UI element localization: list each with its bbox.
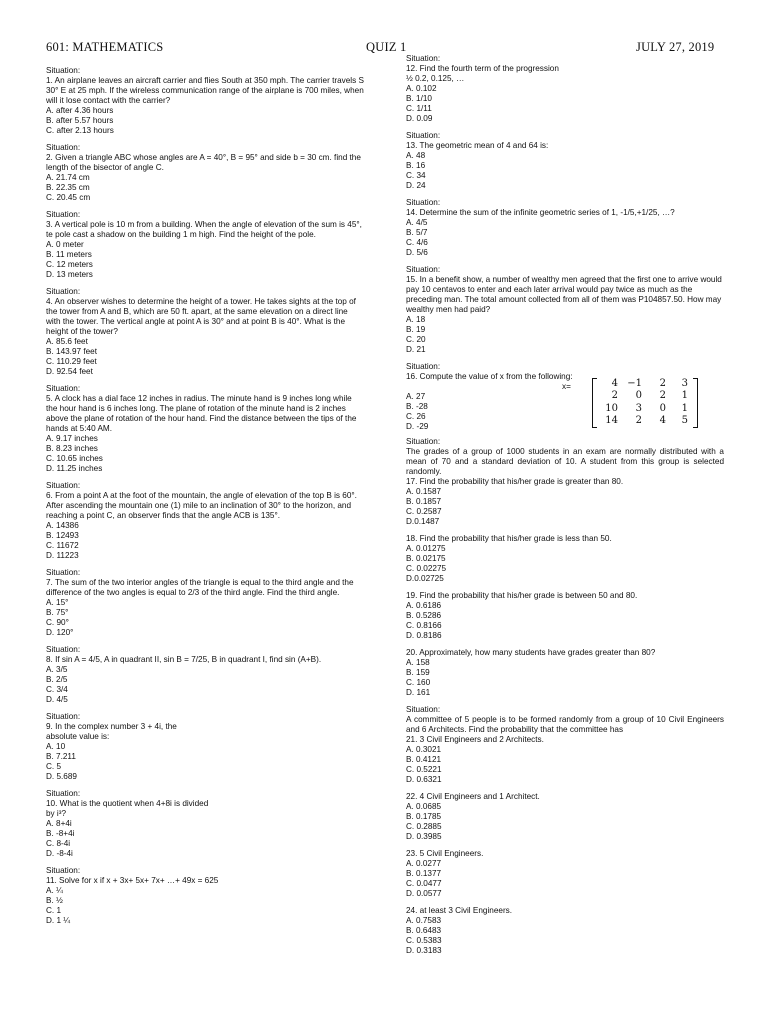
question-text: A committee of 5 people is to be formed randomly from a group of 10 Civil Engineers and 6 Architects. Find the probability that the committee has 21. 3 Civil Engineers and 2 Architects. bbox=[406, 715, 724, 744]
answer-choice: D. -29 bbox=[406, 422, 429, 431]
question-block bbox=[46, 210, 364, 280]
question-text: 23. 5 Civil Engineers. bbox=[406, 849, 484, 858]
question-text: 18. Find the probability that his/her grade is less than 50. bbox=[406, 534, 612, 543]
answer-choice: B. 0.1857 bbox=[406, 497, 442, 506]
answer-choice: A. 3/5 bbox=[46, 665, 68, 674]
answer-choice: D. -8-4i bbox=[46, 849, 73, 858]
answer-choice: D. 161 bbox=[406, 688, 431, 697]
answer-choice: C. 8-4i bbox=[46, 839, 71, 848]
answer-choice: D.0.1487 bbox=[406, 517, 440, 526]
question-text: 7. The sum of the two interior angles of the triangle is equal to the third angle and the difference of the two angles is equal to 2/3 of the third angle. Find the third angle. bbox=[46, 578, 354, 597]
answer-choice: D. 0.6321 bbox=[406, 775, 442, 784]
situation-label: Situation: bbox=[406, 54, 441, 63]
matrix-cell: 3 bbox=[635, 402, 642, 414]
answer-choice: D. 11.25 inches bbox=[46, 464, 103, 473]
question-block bbox=[46, 712, 364, 782]
answer-choice: C. 3/4 bbox=[46, 685, 68, 694]
answer-choice: D.0.02725 bbox=[406, 574, 444, 583]
answer-choice: C. 1 bbox=[46, 906, 62, 915]
left-column bbox=[46, 66, 364, 933]
answer-choice: B. ½ bbox=[46, 896, 63, 905]
matrix-right-bracket bbox=[693, 378, 698, 428]
answer-choice: B. 19 bbox=[406, 325, 426, 334]
question-text: 3. A vertical pole is 10 m from a building. When the angle of elevation of the sum is 45°, te pole cast a shadow on the building 1 m high. Find the height of the pole. bbox=[46, 220, 362, 239]
answer-choice: B. 0.1785 bbox=[406, 812, 442, 821]
question-block bbox=[46, 287, 364, 377]
answer-choice: A. 0.102 bbox=[406, 84, 437, 93]
answer-choice: B. -8+4i bbox=[46, 829, 75, 838]
answer-choice: A. 10 bbox=[46, 742, 66, 751]
answer-choice: A. 0.3021 bbox=[406, 745, 442, 754]
page-header bbox=[0, 0, 768, 60]
matrix-cell: 14 bbox=[605, 415, 618, 427]
matrix-cell: 0 bbox=[635, 390, 642, 402]
answer-choice: B. 22.35 cm bbox=[46, 183, 90, 192]
question-text: 5. A clock has a dial face 12 inches in radius. The minute hand is 9 inches long while the hour hand is 6 inches long. The plane of rotation of the minute hand is 2 inches above the plane of rotation of the hour hand. Find the distance between the tips of the hands at 5:40 AM. bbox=[46, 394, 357, 433]
question-text: 9. In the complex number 3 + 4i, the absolute value is: bbox=[46, 722, 177, 741]
matrix-cell: 0 bbox=[659, 402, 666, 414]
answer-choice: A. 0.01275 bbox=[406, 544, 446, 553]
answer-choice: C. 0.5383 bbox=[406, 936, 442, 945]
answer-choice: A. 0 meter bbox=[46, 240, 84, 249]
question-block bbox=[406, 705, 724, 785]
question-block bbox=[46, 645, 364, 705]
situation-label: Situation: bbox=[46, 789, 81, 798]
question-block bbox=[406, 131, 724, 191]
answer-choice: C. 0.02275 bbox=[406, 564, 447, 573]
question-text: 2. Given a triangle ABC whose angles are A = 40°, B = 95° and side b = 30 cm. find the length of the bisector of angle C. bbox=[46, 153, 361, 172]
answer-choice: C. 0.2885 bbox=[406, 822, 442, 831]
answer-choice: D. 1 ¼ bbox=[46, 916, 71, 925]
matrix-cell: 4 bbox=[611, 378, 618, 390]
matrix-left-bracket bbox=[592, 378, 597, 428]
answer-choice: C. 160 bbox=[406, 678, 431, 687]
answer-choice: A. 0.6186 bbox=[406, 601, 442, 610]
answer-choice: B. 7.211 bbox=[46, 752, 76, 761]
answer-choice: B. 0.5286 bbox=[406, 611, 442, 620]
question-text: 19. Find the probability that his/her grade is between 50 and 80. bbox=[406, 591, 638, 600]
answer-choice: A. 158 bbox=[406, 658, 430, 667]
answer-choice: C. 34 bbox=[406, 171, 426, 180]
matrix-cell: 4 bbox=[659, 415, 666, 427]
answer-choice: B. 0.02175 bbox=[406, 554, 446, 563]
question-text: 20. Approximately, how many students have grades greater than 80? bbox=[406, 648, 656, 657]
answer-choice: D. 5/6 bbox=[406, 248, 428, 257]
question-text: 12. Find the fourth term of the progression ½ 0.2, 0.125, … bbox=[406, 64, 559, 83]
question-block bbox=[46, 384, 364, 474]
situation-label: Situation: bbox=[46, 384, 81, 393]
question-text: 14. Determine the sum of the infinite geometric series of 1, -1/5,+1/25, …? bbox=[406, 208, 675, 217]
matrix-cell: 2 bbox=[635, 415, 642, 427]
answer-choice: A. after 4.36 hours bbox=[46, 106, 114, 115]
answer-choice: C. 4/6 bbox=[406, 238, 428, 247]
question-block bbox=[46, 568, 364, 638]
answer-choice: C. 90° bbox=[46, 618, 69, 627]
question-text: 8. If sin A = 4/5, A in quadrant II, sin B = 7/25, B in quadrant I, find sin (A+B). bbox=[46, 655, 322, 664]
answer-choice: B. 0.1377 bbox=[406, 869, 442, 878]
matrix-cell: −1 bbox=[627, 378, 642, 390]
answer-choice: C. 0.2587 bbox=[406, 507, 442, 516]
situation-label: Situation: bbox=[46, 568, 81, 577]
answer-choice: B. -28 bbox=[406, 402, 428, 411]
answer-choice: B. 159 bbox=[406, 668, 430, 677]
x-label: x= bbox=[562, 382, 571, 391]
answer-choice: D. 21 bbox=[406, 345, 426, 354]
answer-choice: A. 18 bbox=[406, 315, 426, 324]
question-block bbox=[46, 143, 364, 203]
situation-label: Situation: bbox=[46, 287, 81, 296]
question-block bbox=[46, 481, 364, 561]
answer-choice: D. 0.3985 bbox=[406, 832, 442, 841]
answer-choice: D. 13 meters bbox=[46, 270, 93, 279]
question-text: 4. An observer wishes to determine the height of a tower. He takes sights at the top of the tower from A and B, which are 50 ft. apart, at the same elevation on a direct line with the tower. The vertical angle at point A is 30° and at point B is 40°. What is the height of the tower? bbox=[46, 297, 356, 336]
answer-choice: A. 48 bbox=[406, 151, 426, 160]
situation-label: Situation: bbox=[46, 866, 81, 875]
question-text: 6. From a point A at the foot of the mountain, the angle of elevation of the top B is 60°. After ascending the mountain one (1) mile to an inclination of 30° to the horizon, and reaching a point C, an observer finds that the angle ACB is 135°. bbox=[46, 491, 357, 520]
answer-choice: B. 0.4121 bbox=[406, 755, 442, 764]
answer-choice: A. 0.1587 bbox=[406, 487, 442, 496]
answer-choice: D. 120° bbox=[46, 628, 74, 637]
situation-label: Situation: bbox=[406, 131, 441, 140]
answer-choice: C. 20.45 cm bbox=[46, 193, 91, 202]
situation-label: Situation: bbox=[46, 66, 81, 75]
answer-choice: A. 4/5 bbox=[406, 218, 428, 227]
matrix-grid bbox=[598, 378, 692, 428]
answer-choice: C. 11672 bbox=[46, 541, 79, 550]
answer-choice: C. 1/11 bbox=[406, 104, 432, 113]
answer-choice: A. 9.17 inches bbox=[46, 434, 98, 443]
answer-choice: C. 110.29 feet bbox=[46, 357, 97, 366]
question-text: 1. An airplane leaves an aircraft carrier and flies South at 350 mph. The carrier travels S 30° E at 25 mph. If the wireless communication range of the airplane is 700 miles, when will it lose contact with the carrier? bbox=[46, 76, 364, 105]
answer-choice: C. 5 bbox=[46, 762, 62, 771]
situation-label: Situation: bbox=[46, 481, 81, 490]
situation-label: Situation: bbox=[46, 645, 81, 654]
answer-choice: D. 0.3183 bbox=[406, 946, 442, 955]
question-text: 15. In a benefit show, a number of wealthy men agreed that the first one to arrive would pay 10 centavos to enter and each later arrival would pay twice as much as the preceding man. The total amount collected from all of them was P104857.50. How may wealthy men had paid? bbox=[406, 275, 722, 314]
answer-choice: A. 0.7583 bbox=[406, 916, 442, 925]
question-block bbox=[46, 789, 364, 859]
matrix-cell: 3 bbox=[681, 378, 688, 390]
answer-choice: D. 0.8186 bbox=[406, 631, 442, 640]
answer-choice: B. 16 bbox=[406, 161, 426, 170]
question-text: 11. Solve for x if x + 3x+ 5x+ 7x+ …+ 49x = 625 bbox=[46, 876, 219, 885]
situation-label: Situation: bbox=[46, 210, 81, 219]
situation-label: Situation: bbox=[46, 712, 81, 721]
situation-label: Situation: bbox=[46, 143, 81, 152]
question-text: 13. The geometric mean of 4 and 64 is: bbox=[406, 141, 549, 150]
question-text: 10. What is the quotient when 4+8i is divided by i³? bbox=[46, 799, 209, 818]
matrix-cell: 1 bbox=[681, 390, 688, 402]
answer-choice: C. 0.5221 bbox=[406, 765, 442, 774]
situation-label: Situation: bbox=[406, 437, 441, 446]
answer-choice: B. 0.6483 bbox=[406, 926, 442, 935]
answer-choices bbox=[406, 392, 428, 432]
situation-label: Situation: bbox=[406, 362, 441, 371]
answer-choice: C. 20 bbox=[406, 335, 426, 344]
answer-choice: B. 1/10 bbox=[406, 94, 432, 103]
answer-choice: B. 75° bbox=[46, 608, 69, 617]
quiz-date: JULY 27, 2019 bbox=[636, 40, 715, 54]
question-block bbox=[406, 591, 724, 641]
course-code: 601: MATHEMATICS bbox=[46, 40, 164, 54]
answer-choice: B. 11 meters bbox=[46, 250, 92, 259]
answer-choice: B. 143.97 feet bbox=[46, 347, 97, 356]
answer-choice: D. 11223 bbox=[46, 551, 79, 560]
answer-choice: D. 5.689 bbox=[46, 772, 77, 781]
question-block bbox=[406, 648, 724, 698]
answer-choice: C. 0.0477 bbox=[406, 879, 442, 888]
matrix-cell: 2 bbox=[659, 378, 666, 390]
question-block bbox=[406, 437, 724, 527]
answer-choice: A. 21.74 cm bbox=[46, 173, 90, 182]
answer-choice: C. 26 bbox=[406, 412, 426, 421]
answer-choice: B. 12493 bbox=[46, 531, 79, 540]
right-column bbox=[406, 54, 724, 963]
question-text: 16. Compute the value of x from the following: bbox=[406, 372, 573, 381]
matrix-cell: 1 bbox=[681, 402, 688, 414]
situation-label: Situation: bbox=[406, 705, 441, 714]
question-block bbox=[406, 265, 724, 355]
matrix-cell: 5 bbox=[681, 415, 688, 427]
question-block bbox=[406, 906, 724, 956]
quiz-title: QUIZ 1 bbox=[366, 40, 407, 54]
answer-choice: A. ¼ bbox=[46, 886, 63, 895]
answer-choice: D. 92.54 feet bbox=[46, 367, 93, 376]
answer-choice: D. 24 bbox=[406, 181, 426, 190]
question-text: The grades of a group of 1000 students in an exam are normally distributed with a mean of 70 and a standard deviation of 10. A student from this group is selected randomly. 17. Find the probability that his/her grade is greater than 80. bbox=[406, 447, 724, 486]
answer-choice: B. 5/7 bbox=[406, 228, 428, 237]
matrix-cell: 2 bbox=[659, 390, 666, 402]
situation-label: Situation: bbox=[406, 265, 441, 274]
answer-choice: C. 10.65 inches bbox=[46, 454, 103, 463]
answer-choice: A. 27 bbox=[406, 392, 426, 401]
question-block bbox=[406, 792, 724, 842]
answer-choice: B. after 5.57 hours bbox=[46, 116, 114, 125]
question-text: 24. at least 3 Civil Engineers. bbox=[406, 906, 513, 915]
question-16 bbox=[406, 372, 724, 430]
answer-choice: B. 2/5 bbox=[46, 675, 68, 684]
question-block bbox=[406, 534, 724, 584]
answer-choice: B. 8.23 inches bbox=[46, 444, 98, 453]
question-block bbox=[406, 198, 724, 258]
answer-choice: A. 8+4i bbox=[46, 819, 72, 828]
question-block bbox=[406, 362, 724, 430]
matrix-cell: 2 bbox=[611, 390, 618, 402]
question-text: 22. 4 Civil Engineers and 1 Architect. bbox=[406, 792, 540, 801]
answer-choice: D. 4/5 bbox=[46, 695, 68, 704]
question-block bbox=[46, 866, 364, 926]
answer-choice: C. 0.8166 bbox=[406, 621, 442, 630]
answer-choice: A. 85.6 feet bbox=[46, 337, 88, 346]
answer-choice: D. 0.0577 bbox=[406, 889, 442, 898]
answer-choice: A. 14386 bbox=[46, 521, 79, 530]
answer-choice: C. 12 meters bbox=[46, 260, 93, 269]
determinant-matrix bbox=[592, 378, 698, 428]
answer-choice: A. 0.0685 bbox=[406, 802, 442, 811]
answer-choice: C. after 2.13 hours bbox=[46, 126, 114, 135]
question-block bbox=[406, 849, 724, 899]
question-block bbox=[406, 54, 724, 124]
answer-choice: A. 0.0277 bbox=[406, 859, 442, 868]
matrix-cell: 10 bbox=[605, 402, 618, 414]
answer-choice: A. 15° bbox=[46, 598, 69, 607]
question-block bbox=[46, 66, 364, 136]
situation-label: Situation: bbox=[406, 198, 441, 207]
answer-choice: D. 0.09 bbox=[406, 114, 433, 123]
